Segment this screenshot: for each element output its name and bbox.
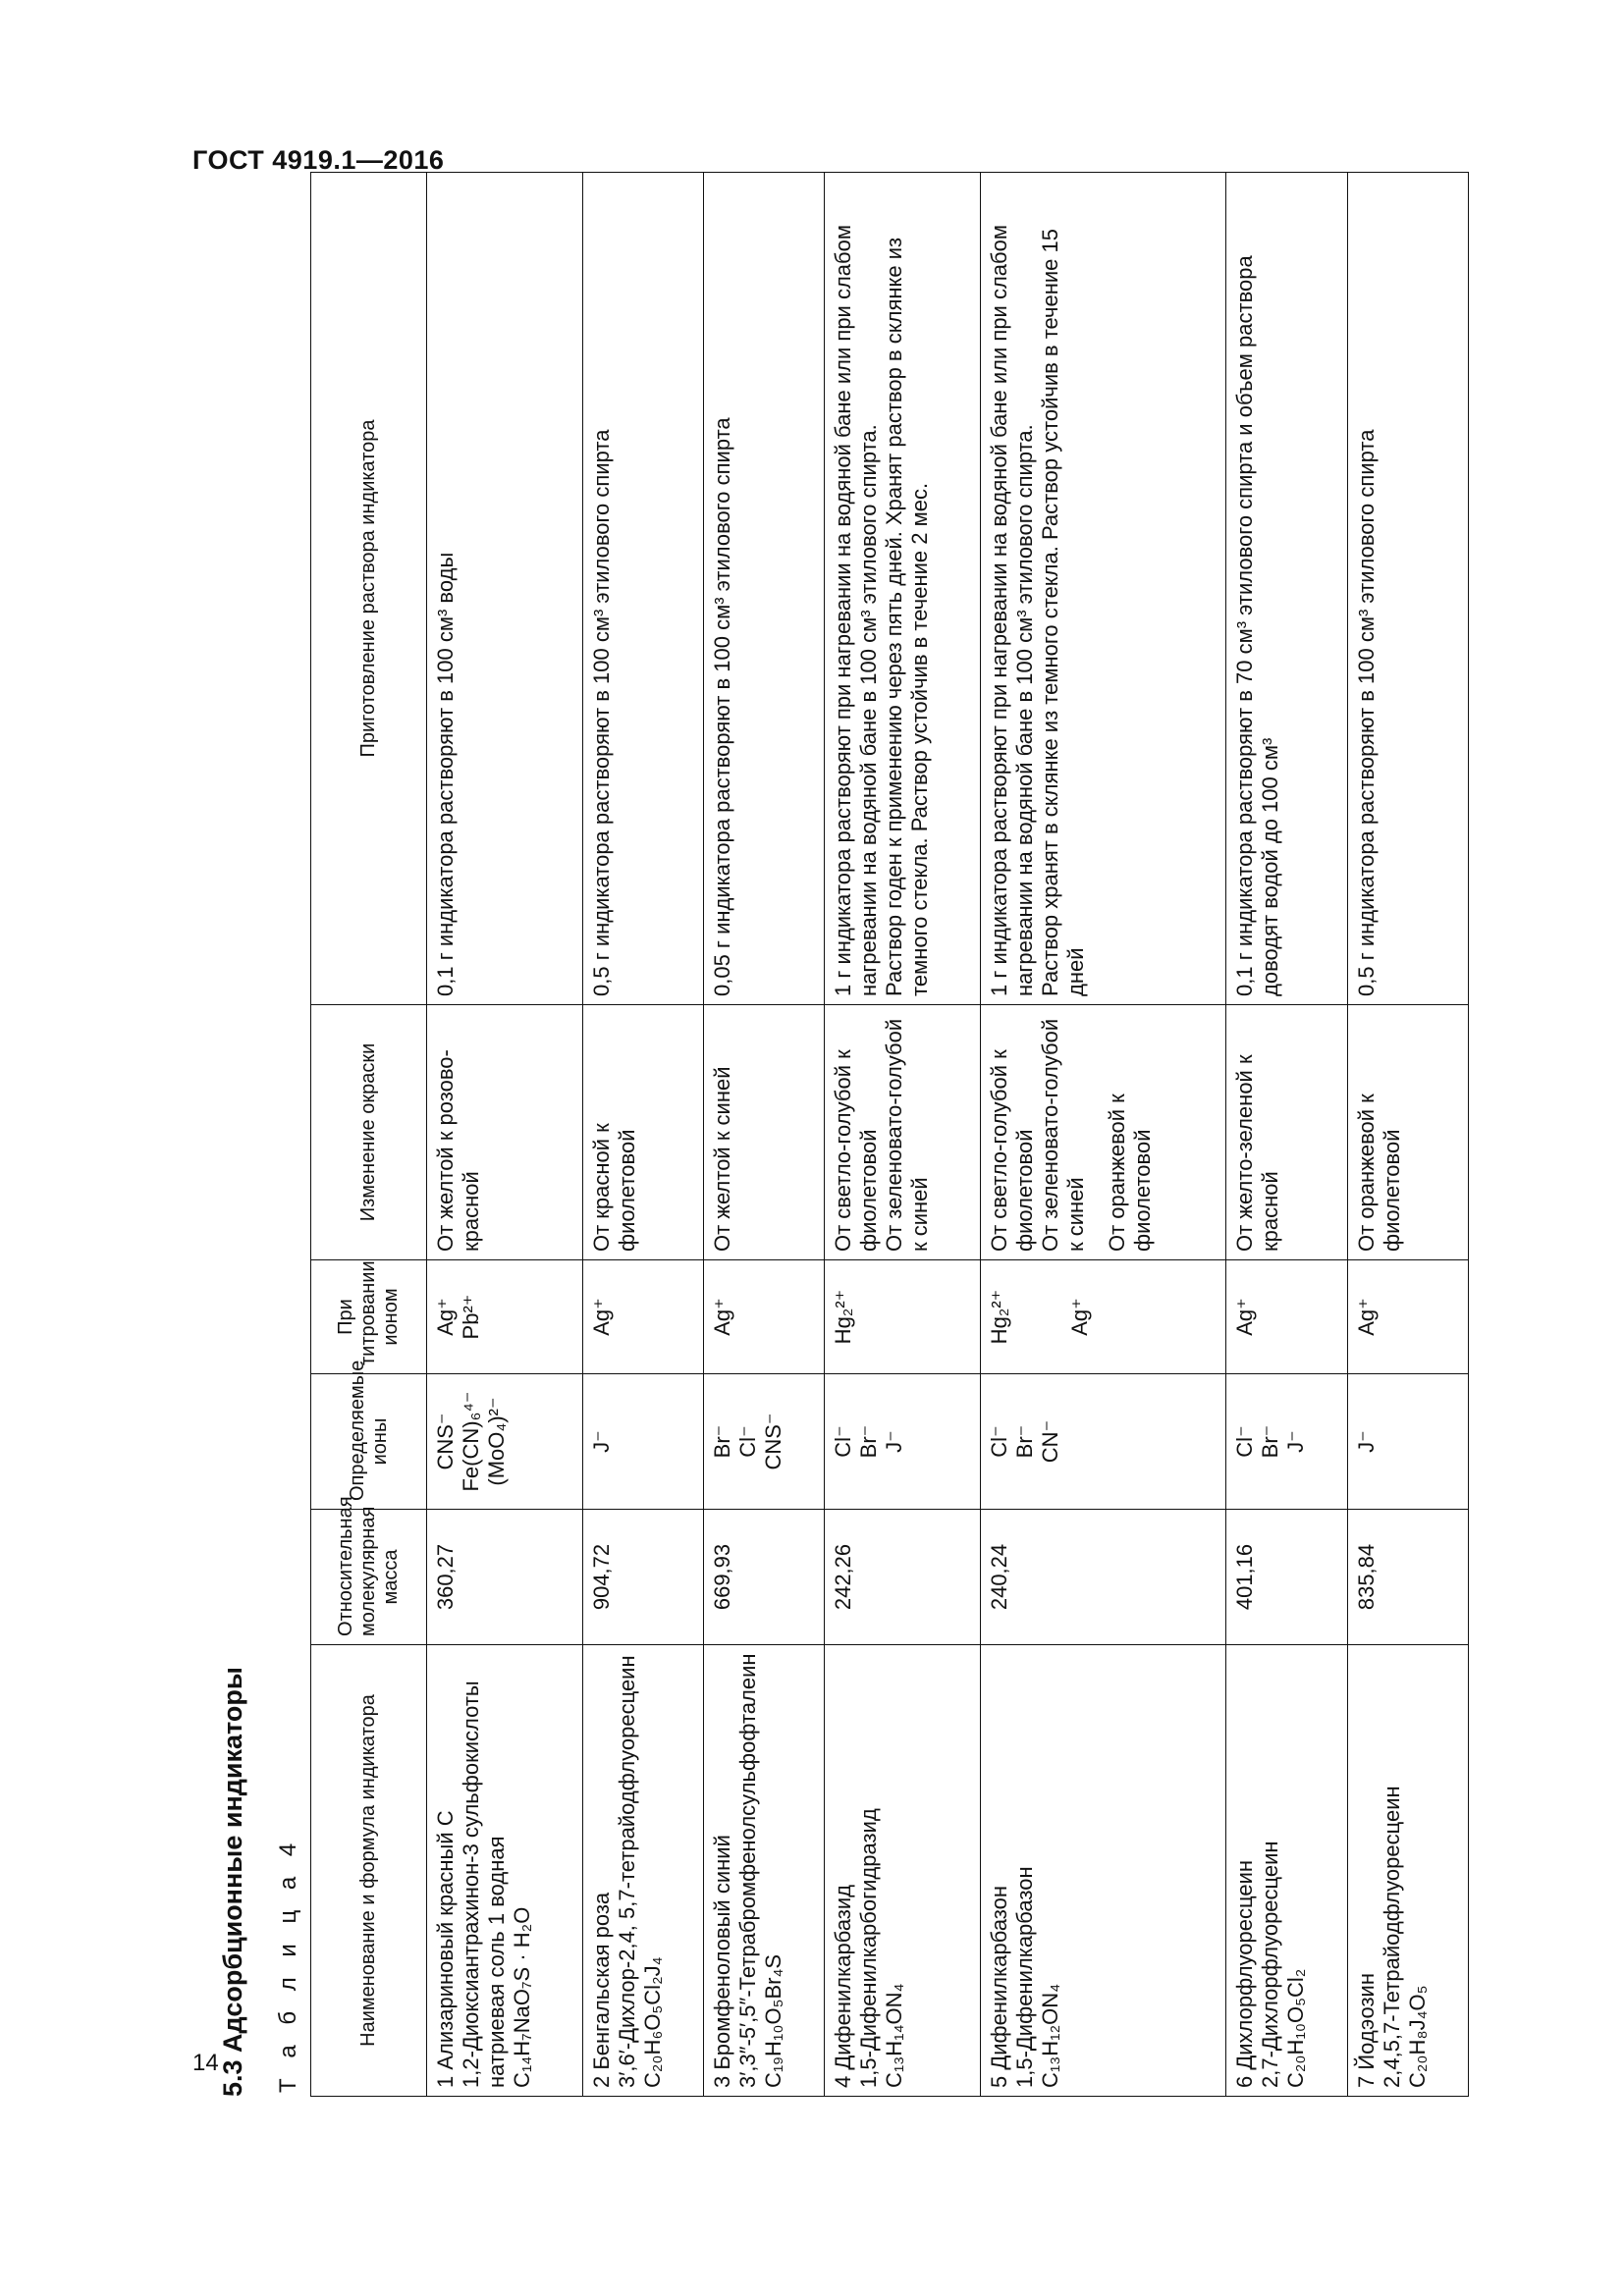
titrant-ion: Hg₂²⁺ xyxy=(831,1289,856,1345)
col-header-name: Наименование и формула индикатора xyxy=(311,1645,427,2097)
table-row xyxy=(825,173,981,2097)
determined-ions-cell xyxy=(582,1374,703,1510)
molecular-mass: 360,27 xyxy=(433,1543,458,1611)
col-header-ions: Определяемые ионы xyxy=(311,1374,427,1510)
col-header-mass: Относительная молекулярная масса xyxy=(311,1510,427,1645)
molecular-mass: 242,26 xyxy=(831,1543,856,1611)
preparation-text: 0,1 г индикатора растворяют в 70 см³ этилового спирта и объем раствора доводят водой до 100 см³ xyxy=(1232,255,1283,996)
determined-ion: CNS⁻ xyxy=(433,1413,458,1470)
table-body xyxy=(427,173,1469,2097)
determined-ion: Br⁻ xyxy=(1011,1424,1037,1459)
determined-ion: Br⁻ xyxy=(1258,1424,1283,1459)
determined-ion: Cl⁻ xyxy=(986,1425,1011,1458)
titrant-ion-cell xyxy=(703,1260,824,1374)
molecular-mass-cell xyxy=(1347,1510,1468,1645)
indicator-name-line: 1,2-Диоксиантрахинон-3 сульфокислоты натриевая соль 1 водная xyxy=(459,1681,509,2088)
preparation-cell xyxy=(582,173,703,1005)
color-change-text: От красной к фиолетовой xyxy=(588,1123,639,1252)
preparation-cell xyxy=(1226,173,1347,1005)
determined-ions-cell xyxy=(1226,1374,1347,1510)
titrant-ion-cell xyxy=(427,1260,583,1374)
determined-ions-cell xyxy=(980,1374,1226,1510)
determined-ion: Fe(CN)₆⁴⁻ xyxy=(459,1391,483,1492)
table-row xyxy=(703,173,824,2097)
preparation-cell xyxy=(825,173,981,1005)
determined-ions-cell xyxy=(825,1374,981,1510)
molecular-mass: 240,24 xyxy=(986,1543,1011,1611)
preparation-text: 0,5 г индикатора растворяют в 100 см³ этилового спирта xyxy=(588,429,614,996)
determined-ion: CN⁻ xyxy=(1037,1419,1062,1464)
col-header-color: Изменение окраски xyxy=(311,1005,427,1260)
titrant-ion: Hg₂²⁺ xyxy=(986,1289,1011,1345)
preparation-text: Раствор хранят в склянке из темного стекла. Раствор устойчив в течение 15 дней xyxy=(1037,229,1088,996)
indicator-name-line: 1,5-Дифенилкарбазон xyxy=(1011,1866,1037,2088)
indicator-name-line: 1,5-Дифенилкарбогидразид xyxy=(856,1808,882,2088)
titrant-ion: Pb²⁺ xyxy=(459,1294,483,1340)
indicator-name-cell xyxy=(825,1645,981,2097)
determined-ions-cell xyxy=(703,1374,824,1510)
indicator-name-line: 3′,6′-Дихлор-2,4, 5,7-тетрайодфлуоресцеин xyxy=(614,1655,639,2088)
molecular-mass-cell xyxy=(582,1510,703,1645)
molecular-mass: 669,93 xyxy=(709,1543,734,1611)
indicators-table xyxy=(310,172,1469,2097)
preparation-cell xyxy=(427,173,583,1005)
preparation-cell xyxy=(980,173,1226,1005)
determined-ion: Cl⁻ xyxy=(734,1425,760,1458)
indicator-name-line: 1 Ализариновый красный С xyxy=(433,1810,458,2088)
molecular-mass-cell xyxy=(1226,1510,1347,1645)
table-row xyxy=(1226,173,1347,2097)
titrant-ion-cell xyxy=(582,1260,703,1374)
preparation-text: 0,05 г индикатора растворяют в 100 см³ этилового спирта xyxy=(709,417,734,996)
titrant-ion-cell xyxy=(1226,1260,1347,1374)
molecular-mass-cell xyxy=(825,1510,981,1645)
determined-ion: (MoO₄)²⁻ xyxy=(484,1397,509,1486)
indicator-name-cell xyxy=(427,1645,583,2097)
preparation-text: 0,1 г индикатора растворяют в 100 см³ воды xyxy=(433,552,458,996)
molecular-mass-cell xyxy=(703,1510,824,1645)
titrant-ion: Ag⁺ xyxy=(433,1298,458,1336)
indicator-name-line: 6 Дихлорфлуоресцеин xyxy=(1232,1859,1258,2088)
color-change-text: От зеленовато-голубой к синей xyxy=(1037,1018,1088,1252)
table-header-row xyxy=(311,173,427,2097)
preparation-text: 1 г индикатора растворяют при нагревании на водяной бане или при слабом нагревании на водяной бане в 100 см³ этилового спирта. xyxy=(831,225,882,996)
color-change-text: От светло-голубой к фиолетовой xyxy=(986,1049,1037,1252)
table-label: Т а б л и ц а 4 xyxy=(275,1836,301,2093)
determined-ion: Cl⁻ xyxy=(1232,1425,1258,1458)
color-change-cell xyxy=(1347,1005,1468,1260)
color-change-cell xyxy=(582,1005,703,1260)
titrant-ion: Ag⁺ xyxy=(1066,1298,1092,1336)
titrant-ion: Ag⁺ xyxy=(1353,1298,1379,1336)
indicator-name-line: 4 Дифенилкарбазид xyxy=(831,1884,856,2088)
molecular-mass-cell xyxy=(980,1510,1226,1645)
indicator-name-cell xyxy=(980,1645,1226,2097)
titrant-ion-cell xyxy=(825,1260,981,1374)
molecular-mass: 401,16 xyxy=(1232,1543,1258,1611)
color-change-text: От зеленовато-голубой к синей xyxy=(882,1018,933,1252)
preparation-text: 1 г индикатора растворяют при нагревании на водяной бане или при слабом нагревании на водяной бане в 100 см³ этилового спирта. xyxy=(986,225,1037,996)
color-change-text: От желтой к розово-красной xyxy=(433,1049,483,1252)
indicator-name-cell xyxy=(703,1645,824,2097)
titrant-ion-cell xyxy=(1347,1260,1468,1374)
preparation-cell xyxy=(703,173,824,1005)
table-row xyxy=(1347,173,1468,2097)
preparation-text: 0,5 г индикатора растворяют в 100 см³ этилового спирта xyxy=(1353,429,1379,996)
col-header-prep: Приготовление раствора индикатора xyxy=(311,173,427,1005)
indicator-name-cell xyxy=(1226,1645,1347,2097)
color-change-text: От оранжевой к фиолетовой xyxy=(1353,1094,1404,1252)
page-number: 14 xyxy=(192,2050,219,2076)
rotated-content xyxy=(218,173,1485,2097)
indicator-formula: C₂₀H₆O₅Cl₂J₄ xyxy=(639,1956,665,2088)
molecular-mass-cell xyxy=(427,1510,583,1645)
determined-ion: CNS⁻ xyxy=(760,1413,785,1470)
determined-ion: J⁻ xyxy=(882,1430,907,1453)
color-change-cell xyxy=(825,1005,981,1260)
indicator-name-line: 2,4,5,7-Тетрайодфлуоресцеин xyxy=(1379,1786,1404,2088)
determined-ion: Br⁻ xyxy=(709,1424,734,1459)
section-title: 5.3 Адсорбционные индикаторы xyxy=(218,1667,247,2097)
indicator-formula: C₁₃H₁₄ON₄ xyxy=(882,1983,907,2088)
determined-ions-cell xyxy=(427,1374,583,1510)
document-header: ГОСТ 4919.1—2016 xyxy=(192,145,445,175)
table-row xyxy=(427,173,583,2097)
color-change-text: От желтой к синей xyxy=(709,1066,734,1252)
determined-ion: Cl⁻ xyxy=(831,1425,856,1458)
col-header-titr: При титровании ионом xyxy=(311,1260,427,1374)
determined-ion: J⁻ xyxy=(1353,1430,1379,1453)
titrant-ion: Ag⁺ xyxy=(588,1298,614,1336)
determined-ion: Br⁻ xyxy=(856,1424,882,1459)
color-change-cell xyxy=(703,1005,824,1260)
preparation-text: Раствор годен к применению через пять дней. Хранят раствор в склянке из темного стекла. Раствор устойчив в течение 2 мес. xyxy=(882,237,933,996)
preparation-cell xyxy=(1347,173,1468,1005)
color-change-cell xyxy=(427,1005,583,1260)
color-change-text: От светло-голубой к фиолетовой xyxy=(831,1049,882,1252)
indicator-formula: C₂₀H₁₀O₅Cl₂ xyxy=(1283,1968,1309,2088)
color-change-cell xyxy=(980,1005,1226,1260)
molecular-mass: 904,72 xyxy=(588,1543,614,1611)
indicator-name-line: 3′,3″-5′,5″-Тетрабромфенолсульфофталеин xyxy=(734,1653,760,2088)
indicator-formula: C₁₉H₁₀O₅Br₄S xyxy=(760,1953,785,2088)
color-change-text: От оранжевой к фиолетовой xyxy=(1104,1094,1155,1252)
indicator-name-line: 2 Бенгальская роза xyxy=(588,1892,614,2088)
determined-ion: J⁻ xyxy=(588,1430,614,1453)
indicator-name-line: 7 Йодэозин xyxy=(1353,1973,1379,2088)
titrant-ion-cell xyxy=(980,1260,1226,1374)
indicator-name-cell xyxy=(582,1645,703,2097)
indicator-formula: C₁₄H₇NaO₇S · H₂O xyxy=(510,1906,534,2088)
indicator-formula: C₂₀H₈J₄O₅ xyxy=(1404,1985,1430,2088)
indicator-formula: C₁₃H₁₂ON₄ xyxy=(1037,1983,1062,2088)
color-change-text: От желто-зеленой к красной xyxy=(1232,1054,1283,1252)
molecular-mass: 835,84 xyxy=(1353,1543,1379,1611)
table-row xyxy=(980,173,1226,2097)
table-row xyxy=(582,173,703,2097)
indicator-name-line: 3 Бромфеноловый синий xyxy=(709,1835,734,2088)
determined-ions-cell xyxy=(1347,1374,1468,1510)
titrant-ion: Ag⁺ xyxy=(1232,1298,1258,1336)
indicator-name-line: 5 Дифенилкарбазон xyxy=(986,1885,1011,2088)
color-change-cell xyxy=(1226,1005,1347,1260)
indicator-name-cell xyxy=(1347,1645,1468,2097)
indicator-name-line: 2,7-Дихлорфлуоресцеин xyxy=(1258,1841,1283,2088)
determined-ion: J⁻ xyxy=(1283,1430,1309,1453)
titrant-ion: Ag⁺ xyxy=(709,1298,734,1336)
